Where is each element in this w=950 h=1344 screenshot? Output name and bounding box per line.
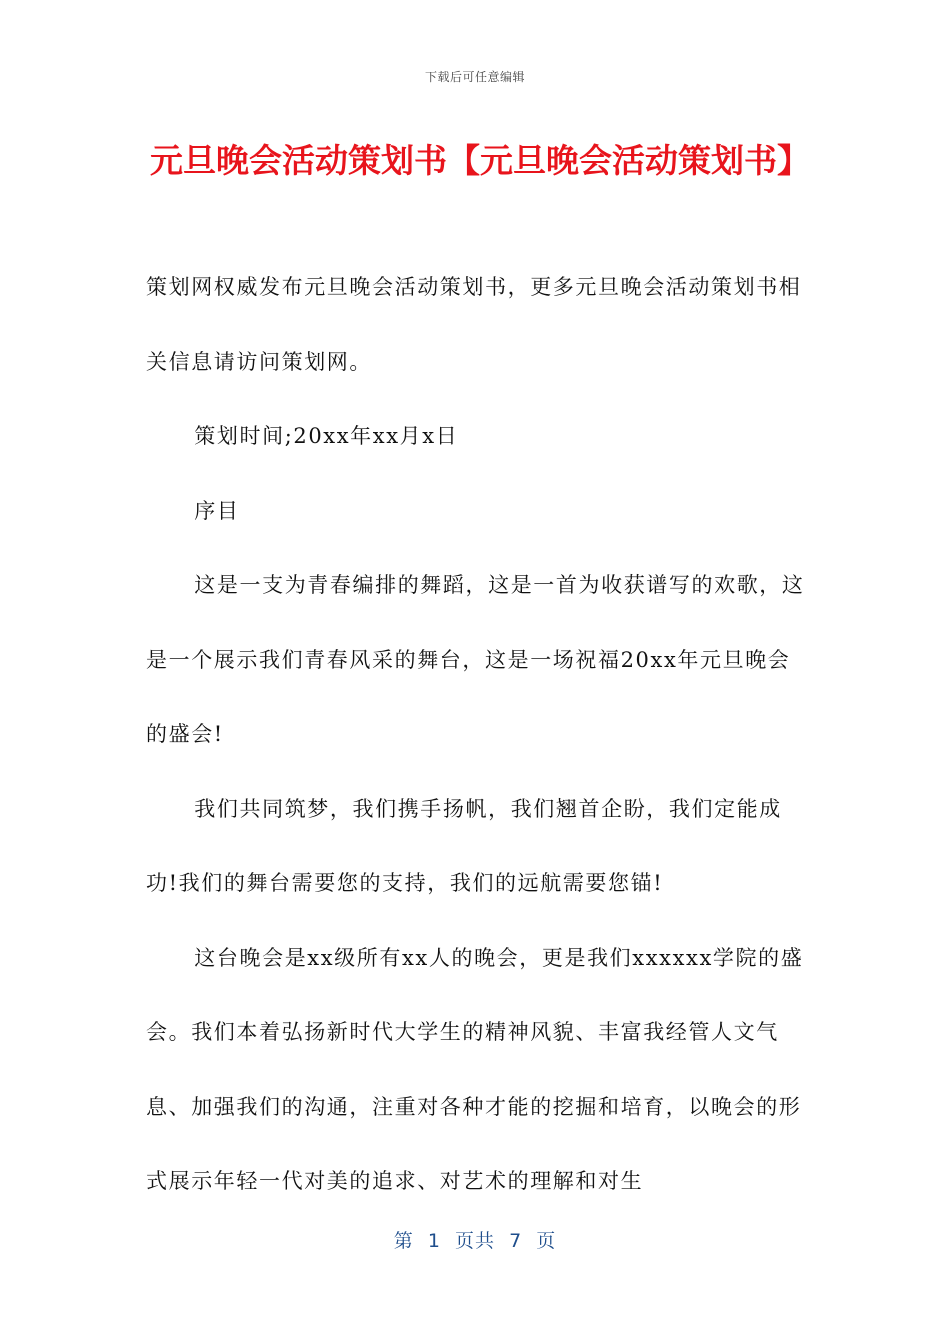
page-number-footer: 第 1 页共 7 页 bbox=[393, 1230, 557, 1252]
preface-heading: 序目 bbox=[194, 498, 240, 523]
page-header-note: 下载后可任意编辑 bbox=[424, 70, 525, 84]
body-paragraph-3: 这台晚会是xx级所有xx人的晚会，更是我们xxxxxx学院的盛会。我们本着弘扬新时代大学生的精神风貌、丰富我经管人文气息、加强我们的沟通，注重对各种才能的挖掘和培育，以晚会的形式展示年轻一代对美的追求、对艺术的理解和对生 bbox=[146, 945, 804, 1193]
document-title: 元旦晚会活动策划书【元旦晚会活动策划书】 bbox=[150, 141, 810, 180]
body-paragraph-2: 我们共同筑梦，我们携手扬帆，我们翘首企盼，我们定能成功!我们的舞台需要您的支持，我们的远航需要您锚! bbox=[146, 796, 782, 895]
document-body bbox=[146, 250, 806, 1219]
body-paragraph-1: 这是一支为青春编排的舞蹈，这是一首为收获谱写的欢歌，这是一个展示我们青春风采的舞台，这是一场祝福20xx年元旦晚会的盛会! bbox=[146, 573, 805, 746]
plan-date-paragraph: 策划时间;20xx年xx月x日 bbox=[194, 424, 459, 448]
intro-paragraph: 策划网权威发布元旦晚会活动策划书，更多元旦晚会活动策划书相关信息请访问策划网。 bbox=[146, 275, 802, 374]
